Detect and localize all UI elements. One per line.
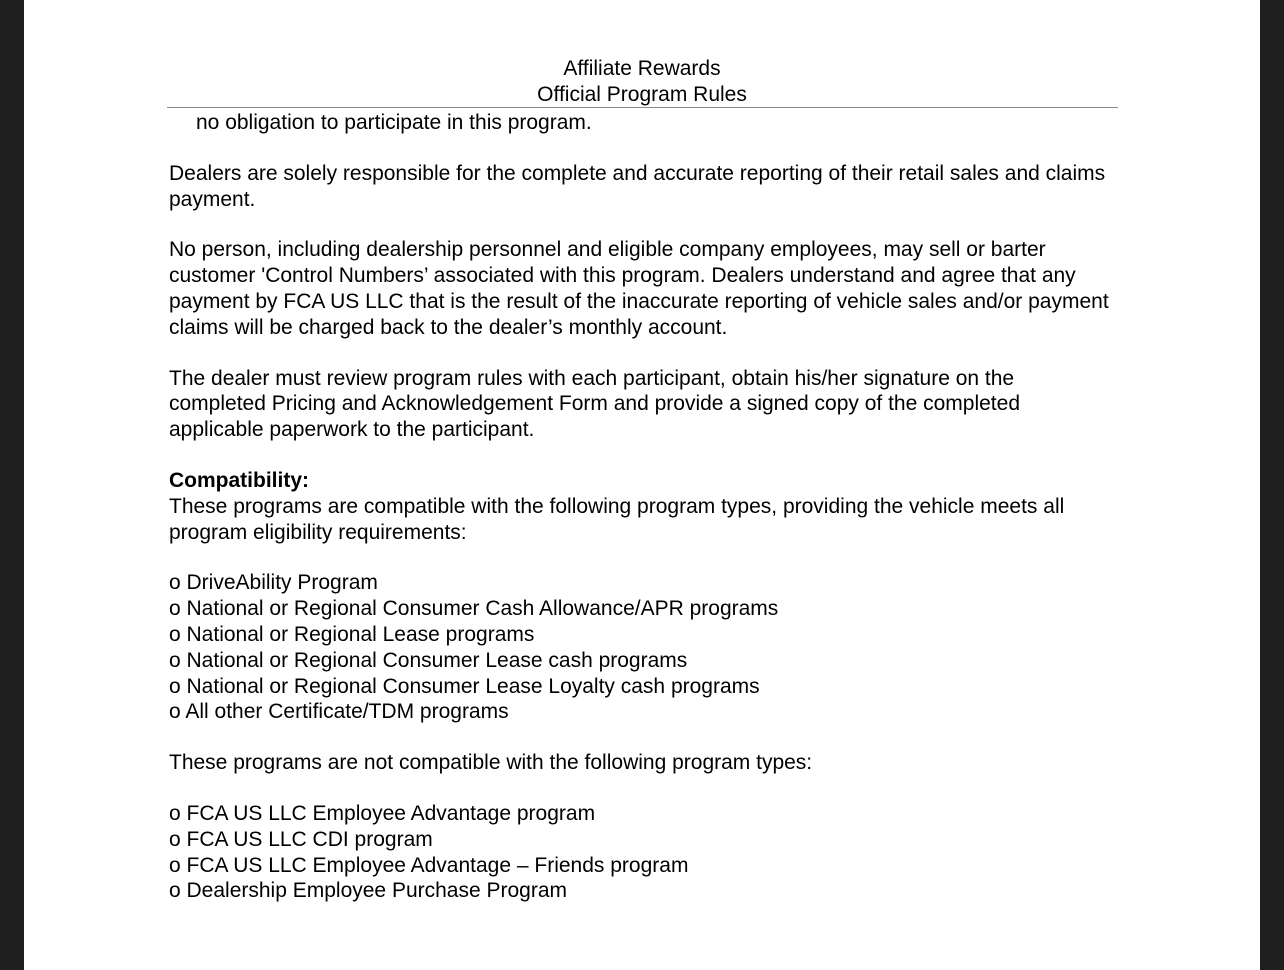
list-item: o National or Regional Consumer Lease Loyalty cash programs [169,674,760,698]
compatibility-heading: Compatibility: [169,468,309,492]
page-header [24,56,1260,108]
list-item: o National or Regional Consumer Lease cash programs [169,648,688,672]
header-subtitle: Official Program Rules [537,83,747,106]
paragraph-reporting: Dealers are solely responsible for the complete and accurate reporting of their retail sales and claims payment. [169,161,1106,211]
not-compatible-intro: These programs are not compatible with the following program types: [169,751,813,775]
header-title: Affiliate Rewards [563,57,721,80]
paragraph-control-numbers: No person, including dealership personnel and eligible company employees, may sell or barter customer 'Control Numbers’ associated with this program. Dealers understand and agree that any payment by FCA US LLC that is the result of the inaccurate reporting of vehicle sales and/or payment claims will be charged back to the dealer’s monthly account. [169,238,1109,339]
not-compatible-programs-list [169,801,1109,904]
list-item: o Dealership Employee Purchase Program [169,879,568,903]
continued-line: no obligation to participate in this program. [196,111,592,134]
list-item: o National or Regional Consumer Cash Allowance/APR programs [169,597,779,621]
list-item: o FCA US LLC CDI program [169,827,433,851]
compatible-programs-list [169,570,1109,725]
document-page [24,0,1260,970]
list-item: o All other Certificate/TDM programs [169,700,509,724]
compatibility-intro: These programs are compatible with the following program types, providing the vehicle meets all program eligibility requirements: [169,494,1065,544]
document-body [169,110,1109,904]
list-item: o FCA US LLC Employee Advantage program [169,801,596,825]
paragraph-review-rules: The dealer must review program rules with each participant, obtain his/her signature on the completed Pricing and Acknowledgement Form and provide a signed copy of the completed applicable paperwork to the participant. [169,366,1020,442]
header-divider [167,107,1118,108]
list-item: o National or Regional Lease programs [169,622,535,646]
list-item: o DriveAbility Program [169,571,378,595]
list-item: o FCA US LLC Employee Advantage – Friends program [169,853,689,877]
